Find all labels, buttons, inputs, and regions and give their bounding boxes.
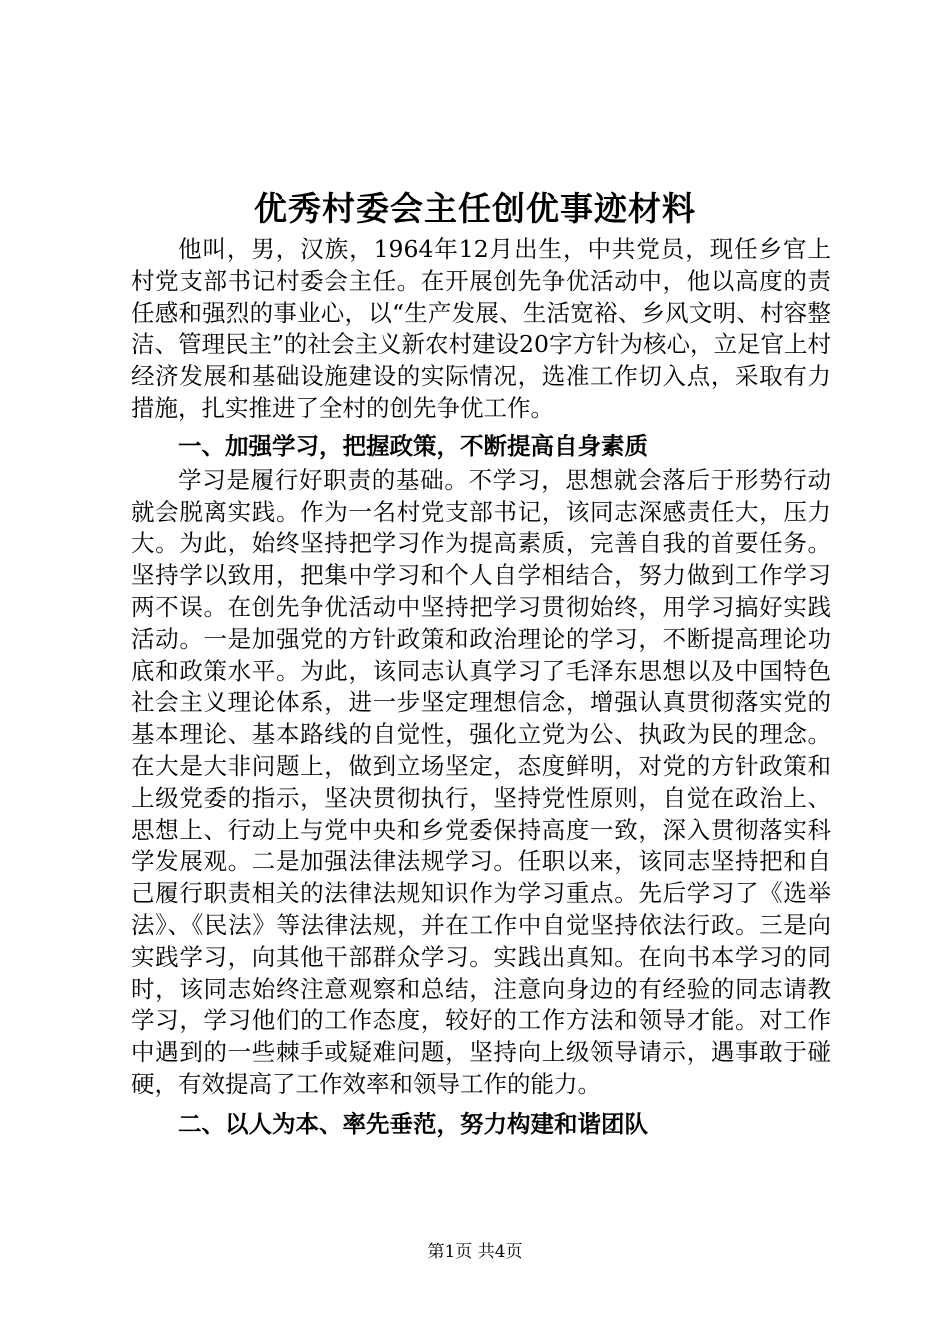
document-title: 优秀村委会主任创优事迹材料 bbox=[254, 189, 696, 228]
section-1-paragraph: 学习是履行好职责的基础。不学习，思想就会落后于形势行动就会脱离实践。作为一名村党支部书记，该同志深感责任大，压力大。为此，始终坚持把学习作为提高素质，完善自我的首要任务。坚持学以致用，把集中学习和个人自学相结合，努力做到工作学习两不误。在创先争优活动中坚持把学习贯彻始终，用学习搞好实践活动。一是加强党的方针政策和政治理论的学习，不断提高理论功底和政策水平。为此，该同志认真学习了毛泽东思想以及中国特色社会主义理论体系，进一步坚定理想信念，增强认真贯彻落实党的基本理论、基本路线的自觉性，强化立党为公、执政为民的理念。在大是大非问题上，做到立场坚定，态度鲜明，对党的方针政策和上级党委的指示，坚决贯彻执行，坚持党性原则，自觉在政治上、思想上、行动上与党中央和乡党委保持高度一致，深入贯彻落实科学发展观。二是加强法律法规学习。任职以来，该同志坚持把和自己履行职责相关的法律法规知识作为学习重点。先后学习了《选举法》、《民法》等法律法规，并在工作中自觉坚持依法行政。三是向实践学习，向其他干部群众学习。实践出真知。在向书本学习的同时，该同志始终注意观察和总结，注意向身边的有经验的同志请教学习，学习他们的工作态度，较好的工作方法和领导才能。对工作中遇到的一些棘手或疑难问题，坚持向上级领导请示，遇事敢于碰硬，有效提高了工作效率和领导工作的能力。 bbox=[131, 465, 831, 1098]
intro-paragraph: 他叫，男，汉族，1964年12月出生，中共党员，现任乡官上村党支部书记村委会主任。在开展创先争优活动中，他以高度的责任感和强烈的事业心，以“生产发展、生活宽裕、乡风文明、村容整洁、管理民主”的社会主义新农村建设20字方针为核心，立足官上村经济发展和基础设施建设的实际情况，选准工作切入点，采取有力措施，扎实推进了全村的创先争优工作。 bbox=[131, 235, 831, 422]
document-body bbox=[131, 234, 831, 1143]
section-heading-2: 二、以人为本、率先垂范，努力构建和谐团队 bbox=[178, 1109, 648, 1138]
section-heading-1: 一、加强学习，把握政策，不断提高自身素质 bbox=[178, 431, 648, 460]
page-number-footer: 第1页 共4页 bbox=[427, 1242, 523, 1262]
